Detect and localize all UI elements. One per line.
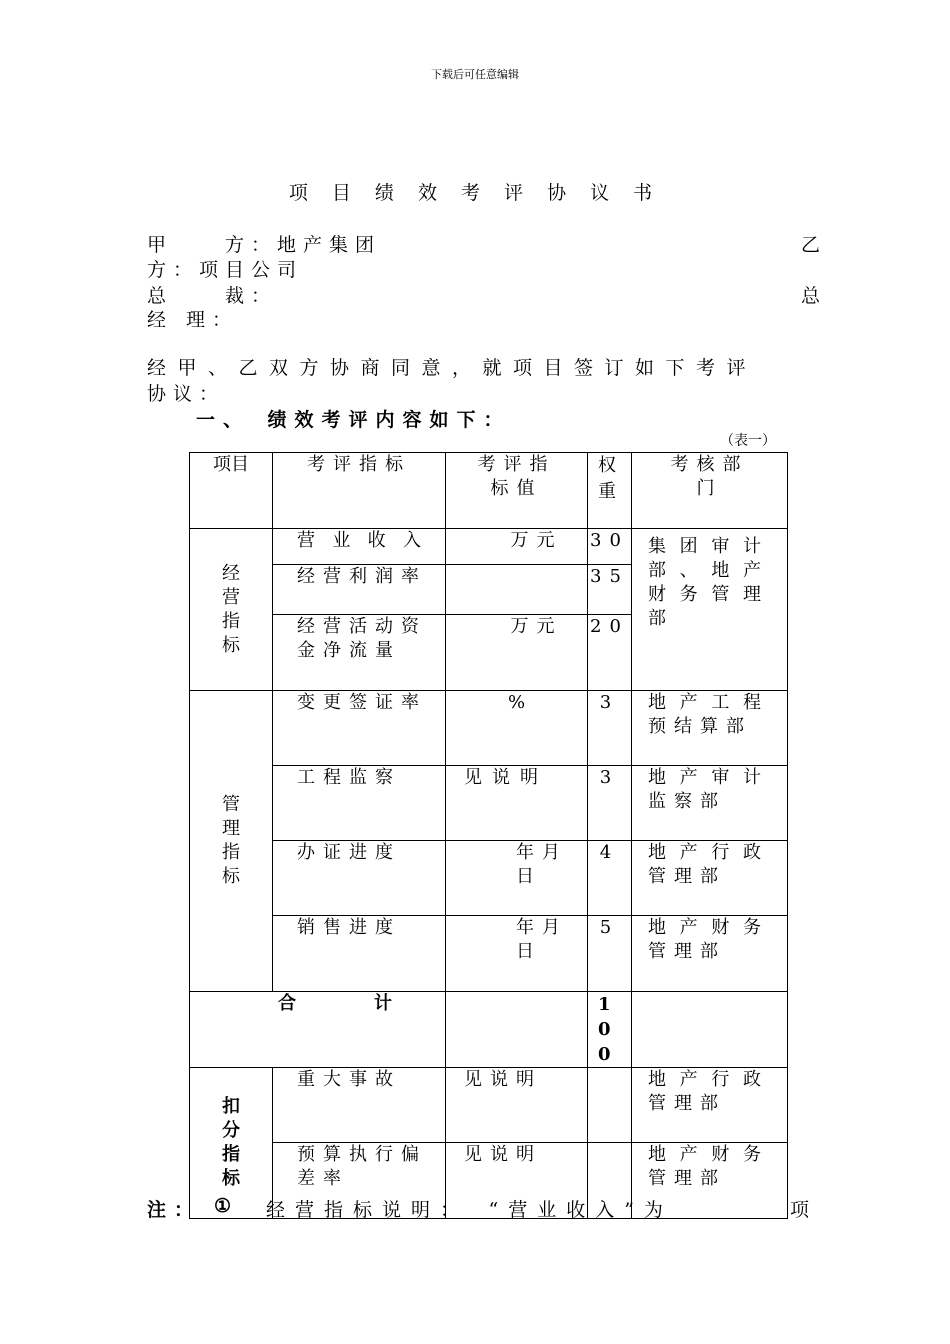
value-cell: 见说明 [446, 1143, 588, 1219]
dept-cell: 地产财务管理部 [632, 916, 788, 992]
dept-cell: 集团审计部、地产财务管理部 [632, 529, 788, 691]
dept-cell: 地产行政管理部 [632, 841, 788, 916]
weight-cell [588, 1068, 632, 1143]
value-cell: 见说明 [446, 766, 588, 841]
indicator-cell: 重大事故 [273, 1068, 446, 1143]
intro-line-1: 经甲、乙双方协商同意，就项目签订如下考评 [147, 357, 758, 379]
value-cell: 年月日 [446, 916, 588, 992]
indicator-cell: 销售进度 [273, 916, 446, 992]
weight-cell: 4 [588, 841, 632, 916]
table-row [190, 841, 788, 916]
weight-cell: 30 [588, 529, 632, 565]
value-cell: 见说明 [446, 1068, 588, 1143]
indicator-cell: 经营活动资金净流量 [273, 615, 446, 691]
table-row [190, 916, 788, 992]
value-cell [446, 565, 588, 615]
table-row [190, 1068, 788, 1143]
document-title: 项 目 绩 效 考 评 协 议 书 [288, 182, 662, 204]
note-tail: 项 [790, 1199, 810, 1221]
indicator-cell: 工程监察 [273, 766, 446, 841]
party-b-label: 方：项目公司 [147, 259, 304, 281]
weight-cell: 35 [588, 565, 632, 615]
header-item: 项目 [190, 453, 273, 529]
indicator-cell: 变更签证率 [273, 691, 446, 766]
dept-cell: 地产财务管理部 [632, 1143, 788, 1219]
dept-cell: 地产工程预结算部 [632, 691, 788, 766]
group-deduction: 扣分指标 [190, 1068, 273, 1219]
total-row [190, 992, 788, 1068]
indicator-cell: 办证进度 [273, 841, 446, 916]
section-title: 一、 绩效考评内容如下： [196, 409, 511, 431]
manager-label-start: 总 [800, 285, 820, 307]
weight-cell: 5 [588, 916, 632, 992]
president-label: 总 裁： [147, 285, 278, 307]
intro-line-2: 协议： [147, 383, 226, 405]
party-a-label: 甲 方：地产集团 [147, 234, 382, 256]
indicator-cell: 营业收入 [273, 529, 446, 565]
header-dept: 考核部门 [632, 453, 788, 529]
header-indicator: 考评指标 [273, 453, 446, 529]
total-value-empty [446, 992, 588, 1068]
manager-label: 经 理： [147, 309, 239, 331]
group-management: 管理指标 [190, 691, 273, 992]
weight-cell: 3 [588, 691, 632, 766]
dept-cell: 地产审计监察部 [632, 766, 788, 841]
table-number: （表一） [720, 433, 776, 449]
header-value: 考评指标值 [446, 453, 588, 529]
weight-cell: 3 [588, 766, 632, 841]
table-row [190, 691, 788, 766]
header-weight: 权重 [588, 453, 632, 529]
table-row [190, 766, 788, 841]
value-cell: 万元 [446, 615, 588, 691]
dept-cell: 地产行政管理部 [632, 1068, 788, 1143]
party-b-label-start: 乙 [800, 234, 820, 256]
evaluation-table [189, 452, 788, 1219]
total-weight: 100 [588, 992, 632, 1068]
indicator-cell: 经营利润率 [273, 565, 446, 615]
value-cell: % [446, 691, 588, 766]
value-cell: 年月日 [446, 841, 588, 916]
note-number: ① [214, 1195, 240, 1217]
table-header-row [190, 453, 788, 529]
page-header: 下载后可任意编辑 [431, 68, 519, 81]
note-text: 经营指标说明： “营业收入”为 [266, 1199, 673, 1221]
group-operating: 经营指标 [190, 529, 273, 691]
total-label: 合 计 [190, 992, 446, 1068]
indicator-cell: 预算执行偏差率 [273, 1143, 446, 1219]
total-dept-empty [632, 992, 788, 1068]
weight-cell: 20 [588, 615, 632, 691]
value-cell: 万元 [446, 529, 588, 565]
table-row [190, 529, 788, 565]
note-label: 注： [147, 1199, 202, 1221]
